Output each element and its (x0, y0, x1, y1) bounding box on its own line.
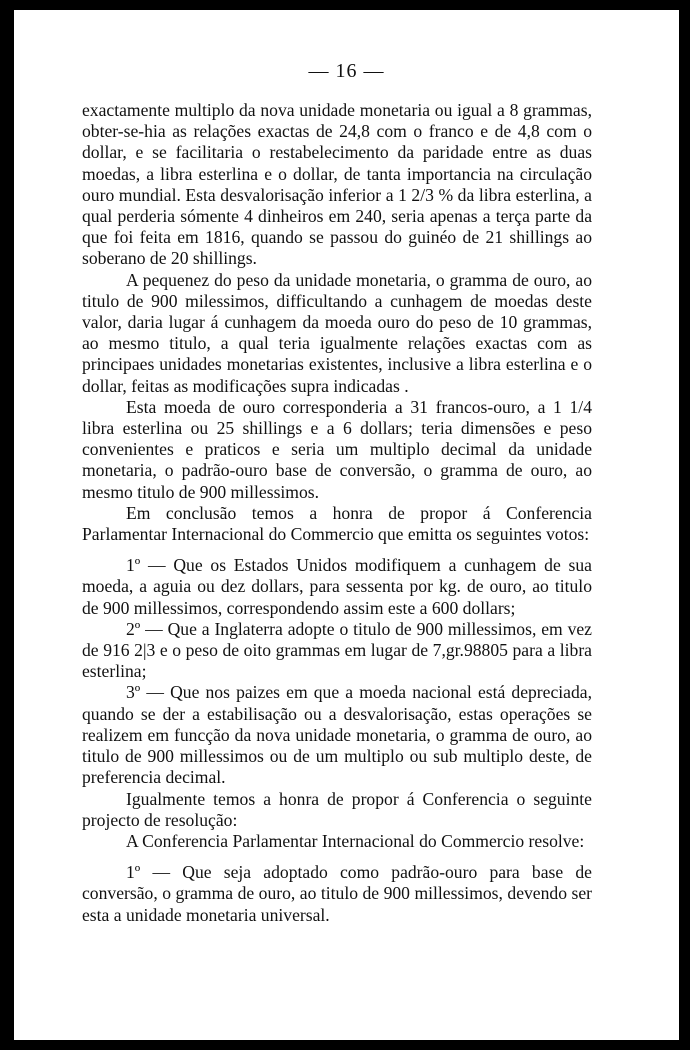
document-page (14, 10, 679, 1040)
vote-item: 1º — Que os Estados Unidos modifiquem a cunhagem de sua moeda, a aguia ou dez dollars, para sessenta por kg. de ouro, ao titulo de 900 millessimos, correspondendo assim este a 600 dollars; (82, 555, 592, 618)
page-number: — 16 — (308, 60, 385, 82)
resolution-item: 1º — Que seja adoptado como padrão-ouro para base de conversão, o gramma de ouro, ao titulo de 900 millessimos, devendo ser esta a unidade monetaria universal. (82, 862, 592, 925)
vote-item: 3º — Que nos paizes em que a moeda nacional está depreciada, quando se der a estabilisação ou a desvalorisação, estas operações se realizem em funcção da nova unidade monetaria, o gramma de ouro, ao titulo de 900 millessimos ou de um multiplo ou sub multiplo deste, de preferencia decimal. (82, 682, 592, 788)
paragraph: exactamente multiplo da nova unidade monetaria ou igual a 8 grammas, obter-se-hia as relações exactas de 24,8 com o franco e de 4,8 com o dollar, e se facilitaria o restabelecimento da paridade entre as duas moedas, a libra esterlina e o dollar, de tanta importancia na circulação ouro mundial. Esta desvalorisação inferior a 1 2/3 % da libra esterlina, a qual perderia sómente 4 dinheiros em 240, seria apenas a terça parte da que foi feita em 1816, quando se passou do guinéo de 21 shillings ao soberano de 20 shillings. (82, 100, 592, 269)
paragraph: A pequenez do peso da unidade monetaria, o gramma de ouro, ao titulo de 900 milessimos, difficultando a cunhagem de moedas deste valor, daria lugar á cunhagem da moeda ouro do peso de 10 grammas, ao mesmo titulo, a qual teria igualmente relações exactas com as principaes unidades monetarias existentes, inclusive a libra esterlina e o dollar, feitas as modificações supra indicadas . (82, 269, 592, 396)
vote-item: 2º — Que a Inglaterra adopte o titulo de 900 millessimos, em vez de 916 2|3 e o peso de oito grammas em lugar de 7,gr.98805 para a libra esterlina; (82, 618, 592, 682)
document-body (82, 100, 592, 926)
paragraph: Esta moeda de ouro corresponderia a 31 francos-ouro, a 1 1/4 libra esterlina ou 25 shillings e a 6 dollars; teria dimensões e peso convenientes e praticos e seria um multiplo decimal da unidade monetaria, o padrão-ouro base de conversão, o gramma de ouro, ao mesmo titulo de 900 millessimos. (82, 396, 592, 502)
paragraph: Igualmente temos a honra de propor á Conferencia o seguinte projecto de resolução: (82, 788, 592, 830)
paragraph: Em conclusão temos a honra de propor á Conferencia Parlamentar Internacional do Commercio que emitta os seguintes votos: (82, 502, 592, 545)
resolution-heading: A Conferencia Parlamentar Internacional do Commercio resolve: (126, 830, 585, 851)
